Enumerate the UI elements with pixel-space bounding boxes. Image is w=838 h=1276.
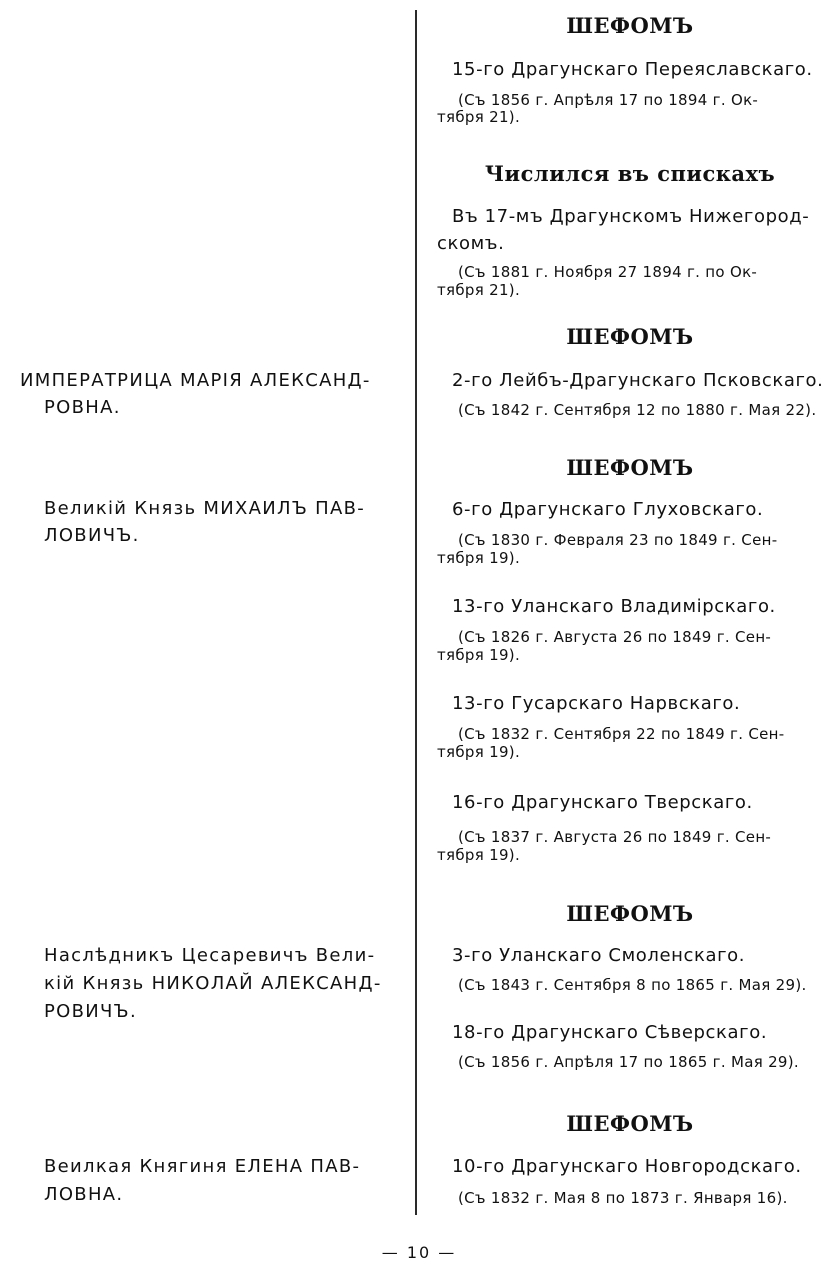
regiment-name: 6-го Драгунскаго Глуховскаго.: [452, 499, 764, 520]
section-heading: ШЕФОМЪ: [566, 13, 694, 38]
section-heading: ШЕФОМЪ: [566, 455, 694, 480]
regiment-name: Въ 17-мъ Драгунскомъ Нижегород-: [452, 206, 810, 227]
service-dates: (Съ 1832 г. Мая 8 по 1873 г. Января 16).: [458, 1189, 788, 1207]
service-dates-cont: тября 21).: [437, 108, 521, 126]
person-2-line-2: ЛОВИЧЪ.: [44, 525, 140, 546]
person-3-line-3: РОВИЧЪ.: [44, 1001, 137, 1022]
service-dates: (Съ 1837 г. Августа 26 по 1849 г. Сен-: [458, 828, 772, 846]
person-2-line-1: Великiй Князь МИХАИЛЪ ПАВ-: [44, 498, 366, 519]
regiment-name: 18-го Драгунскаго Сѣверскаго.: [452, 1022, 768, 1043]
regiment-name: 3-го Уланскаго Смоленскаго.: [452, 945, 746, 966]
regiment-name: 13-го Уланскаго Владимiрскаго.: [452, 596, 776, 617]
service-dates: (Съ 1826 г. Августа 26 по 1849 г. Сен-: [458, 628, 772, 646]
regiment-name: 2-го Лейбъ-Драгунскаго Псковскаго.: [452, 370, 824, 391]
regiment-name-cont: скомъ.: [437, 233, 505, 254]
service-dates: (Съ 1842 г. Сентября 12 по 1880 г. Мая 22).: [458, 401, 817, 419]
person-1-line-1: ИМПЕРАТРИЦА МАРIЯ АЛЕКСАНД-: [20, 370, 371, 391]
service-dates: (Съ 1856 г. Апрѣля 17 по 1894 г. Ок-: [458, 91, 759, 109]
person-3-line-2: кiй Князь НИКОЛАЙ АЛЕКСАНД-: [44, 973, 382, 994]
service-dates: (Съ 1881 г. Ноября 27 1894 г. по Ок-: [458, 263, 758, 281]
column-divider: [415, 10, 417, 1215]
person-4-line-2: ЛОВНА.: [44, 1184, 124, 1205]
service-dates: (Съ 1856 г. Апрѣля 17 по 1865 г. Мая 29).: [458, 1053, 799, 1071]
person-3-line-1: Наслѣдникъ Цесаревичъ Вели-: [44, 945, 376, 966]
person-1-line-2: РОВНА.: [44, 397, 121, 418]
regiment-name: 13-го Гусарскаго Нарвскаго.: [452, 693, 741, 714]
service-dates-cont: тября 21).: [437, 281, 521, 299]
page-number: — 10 —: [381, 1243, 457, 1262]
regiment-name: 15-го Драгунскаго Переяславскаго.: [452, 59, 813, 80]
service-dates-cont: тября 19).: [437, 743, 521, 761]
service-dates: (Съ 1843 г. Сентября 8 по 1865 г. Мая 29).: [458, 976, 807, 994]
service-dates-cont: тября 19).: [437, 846, 521, 864]
regiment-name: 16-го Драгунскаго Тверскаго.: [452, 792, 753, 813]
section-heading: Числился въ спискахъ: [484, 161, 776, 186]
service-dates: (Съ 1830 г. Февраля 23 по 1849 г. Сен-: [458, 531, 778, 549]
service-dates: (Съ 1832 г. Сентября 22 по 1849 г. Сен-: [458, 725, 785, 743]
section-heading: ШЕФОМЪ: [566, 1111, 694, 1136]
person-4-line-1: Веилкая Княгиня ЕЛЕНА ПАВ-: [44, 1156, 361, 1177]
service-dates-cont: тября 19).: [437, 646, 521, 664]
service-dates-cont: тября 19).: [437, 549, 521, 567]
section-heading: ШЕФОМЪ: [566, 324, 694, 349]
section-heading: ШЕФОМЪ: [566, 901, 694, 926]
regiment-name: 10-го Драгунскаго Новгородскаго.: [452, 1156, 802, 1177]
